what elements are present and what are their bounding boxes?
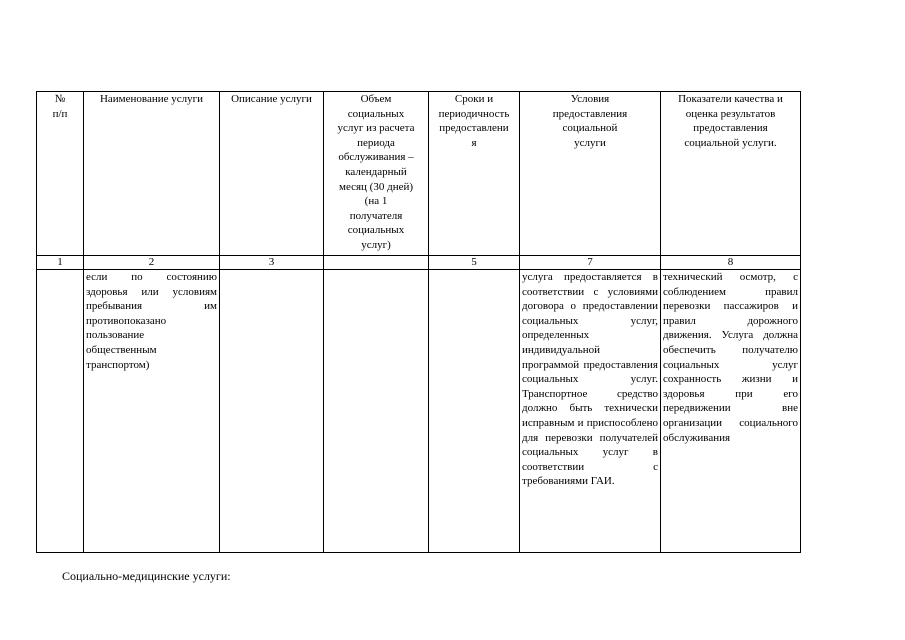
header-cell-name [84, 92, 220, 256]
header-text: я [471, 136, 477, 149]
header-text: месяц (30 дней) [338, 180, 414, 193]
row-quality-cell: технический осмотр, с соблюдением правил перевозки пассажиров и правил дорожного движения. Услуга должна обеспечить получателю социальных услуг сохранность жизни и здоровья при его передвижении вне организации социального обслуживания [661, 270, 801, 553]
header-text: социальной услуги. [684, 136, 777, 149]
header-text: Описание услуги [231, 93, 312, 105]
table-row [37, 270, 801, 553]
header-text: Наименование услуги [99, 93, 204, 105]
header-text: социальной [562, 122, 618, 135]
column-number-cell [324, 256, 429, 270]
header-text: предоставлени [439, 122, 509, 135]
column-number-row [37, 256, 801, 270]
header-text: Сроки и [454, 93, 494, 105]
header-cell-terms [429, 92, 520, 256]
header-text: предоставления [552, 107, 628, 120]
header-text: социальных [347, 107, 405, 120]
header-text: Объем [360, 93, 392, 105]
header-text: оценка результатов [685, 107, 776, 120]
section-heading: Социально-медицинские услуги: [62, 569, 231, 583]
column-number-cell: 7 [520, 256, 661, 270]
header-text: периода [357, 136, 395, 149]
header-cell-quality [661, 92, 801, 256]
row-number-cell [37, 270, 84, 553]
header-text: периодичность [438, 107, 510, 120]
column-number-cell: 5 [429, 256, 520, 270]
header-cell-volume [324, 92, 429, 256]
header-text: (на 1 [364, 195, 388, 208]
header-cell-number [37, 92, 84, 256]
row-terms-cell [429, 270, 520, 553]
column-number-cell: 1 [37, 256, 84, 270]
services-table [36, 91, 801, 553]
row-name-cell: если по состоянию здоровья или условиям пребывания им противопоказано пользование общественным транспортом) [84, 270, 220, 553]
header-text: получателя [349, 209, 403, 222]
header-cell-description [220, 92, 324, 256]
header-text: календарный [345, 165, 407, 178]
column-number-cell: 3 [220, 256, 324, 270]
header-text: социальных [347, 224, 405, 237]
row-description-cell [220, 270, 324, 553]
header-text: Показатели качества и [678, 93, 783, 105]
column-number-cell: 2 [84, 256, 220, 270]
header-text: обслуживания – [338, 151, 414, 164]
header-cell-conditions [520, 92, 661, 256]
header-text: п/п [52, 107, 68, 120]
header-text: № [54, 93, 66, 105]
column-number-cell: 8 [661, 256, 801, 270]
header-text: предоставления [693, 122, 768, 135]
header-row [37, 92, 801, 256]
row-volume-cell [324, 270, 429, 553]
header-text: Условия [570, 93, 610, 105]
header-text: услуги [574, 136, 606, 149]
header-text: услуг) [361, 238, 391, 251]
row-conditions-cell: услуга предоставляется в соответствии с условиями договора о предоставлении социальных услуг, определенных индивидуальной программой предоставления социальных услуг. Транспортное средство должно быть технически исправным и приспособлено для перевозки получателей социальных услуг в соответствии с требованиями ГАИ. [520, 270, 661, 553]
header-text: услуг из расчета [337, 122, 415, 135]
